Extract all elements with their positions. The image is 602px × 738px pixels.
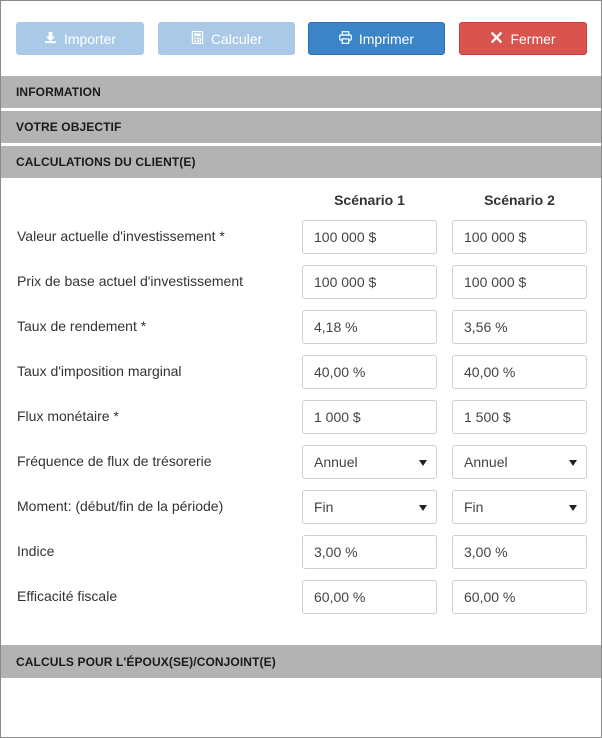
form-row-marginal-tax-rate (1, 355, 601, 389)
select-value: Annuel (314, 454, 358, 470)
cash-flow-scenario-2-input[interactable] (452, 400, 587, 434)
frequency-scenario-2-select[interactable] (452, 445, 587, 479)
calculate-button-label: Calculer (210, 30, 263, 47)
field-value: 100 000 $ (314, 229, 377, 245)
select-value: Fin (464, 499, 484, 515)
section-title: CALCULATIONS DU CLIENT(E) (16, 155, 196, 169)
field-value: 60,00 % (314, 589, 366, 605)
printer-icon (339, 31, 352, 47)
frequency-scenario-1-select[interactable] (302, 445, 437, 479)
close-button-label: Fermer (510, 30, 556, 47)
form-row-rate-of-return (1, 310, 601, 344)
marginal-tax-scenario-1-input[interactable] (302, 355, 437, 389)
current-value-scenario-2-input[interactable] (452, 220, 587, 254)
row-label: Taux d'imposition marginal (17, 363, 182, 379)
form-row-tax-efficiency (1, 580, 601, 614)
tax-efficiency-scenario-1-input[interactable] (302, 580, 437, 614)
section-title: CALCULS POUR L'ÉPOUX(SE)/CONJOINT(E) (16, 654, 276, 669)
close-icon (490, 31, 503, 47)
select-value: Annuel (464, 454, 508, 470)
caret-down-icon (419, 505, 427, 511)
current-value-scenario-1-input[interactable] (302, 220, 437, 254)
index-scenario-1-input[interactable] (302, 535, 437, 569)
field-value: 60,00 % (464, 589, 516, 605)
section-title: VOTRE OBJECTIF (16, 120, 122, 134)
caret-down-icon (569, 460, 577, 466)
field-value: 40,00 % (464, 364, 516, 380)
index-scenario-2-input[interactable] (452, 535, 587, 569)
print-button[interactable] (308, 22, 445, 55)
row-label: Flux monétaire * (17, 408, 119, 424)
form-row-current-value (1, 220, 601, 254)
close-button[interactable] (459, 22, 587, 55)
row-label: Moment: (début/fin de la période) (17, 498, 224, 514)
scenario-1-heading: Scénario 1 (334, 192, 405, 208)
scenario-2-heading: Scénario 2 (484, 192, 555, 208)
row-label: Fréquence de flux de trésorerie (17, 453, 212, 469)
field-value: 3,00 % (464, 544, 508, 560)
form-row-timing (1, 490, 601, 524)
tax-efficiency-scenario-2-input[interactable] (452, 580, 587, 614)
form-row-base-price (1, 265, 601, 299)
field-value: 3,56 % (464, 319, 508, 335)
field-value: 1 000 $ (314, 409, 361, 425)
calculate-button[interactable] (158, 22, 295, 55)
form-row-cash-flow-frequency (1, 445, 601, 479)
row-label: Valeur actuelle d'investissement * (17, 228, 225, 244)
section-title: INFORMATION (16, 85, 101, 99)
print-button-label: Imprimer (358, 30, 415, 47)
section-header-spouse-calculations[interactable] (1, 645, 601, 678)
marginal-tax-scenario-2-input[interactable] (452, 355, 587, 389)
form-row-index (1, 535, 601, 569)
base-price-scenario-1-input[interactable] (302, 265, 437, 299)
section-header-information[interactable] (1, 76, 601, 108)
field-value: 100 000 $ (314, 274, 377, 290)
calculator-icon (191, 31, 204, 47)
caret-down-icon (569, 505, 577, 511)
row-label: Prix de base actuel d'investissement (17, 273, 244, 289)
select-value: Fin (314, 499, 334, 515)
row-label: Indice (17, 543, 55, 559)
row-label: Efficacité fiscale (17, 588, 118, 604)
rate-of-return-scenario-1-input[interactable] (302, 310, 437, 344)
toolbar (1, 1, 601, 76)
row-label: Taux de rendement * (17, 318, 147, 334)
import-button-label: Importer (63, 30, 117, 47)
field-value: 1 500 $ (464, 409, 511, 425)
base-price-scenario-2-input[interactable] (452, 265, 587, 299)
field-value: 40,00 % (314, 364, 366, 380)
section-header-client-calculations[interactable] (1, 146, 601, 178)
field-value: 4,18 % (314, 319, 358, 335)
caret-down-icon (419, 460, 427, 466)
timing-scenario-2-select[interactable] (452, 490, 587, 524)
field-value: 3,00 % (314, 544, 358, 560)
form-row-cash-flow (1, 400, 601, 434)
section-header-objective[interactable] (1, 111, 601, 143)
field-value: 100 000 $ (464, 229, 527, 245)
rate-of-return-scenario-2-input[interactable] (452, 310, 587, 344)
cash-flow-scenario-1-input[interactable] (302, 400, 437, 434)
download-icon (44, 31, 57, 47)
field-value: 100 000 $ (464, 274, 527, 290)
import-button[interactable] (16, 22, 144, 55)
timing-scenario-1-select[interactable] (302, 490, 437, 524)
